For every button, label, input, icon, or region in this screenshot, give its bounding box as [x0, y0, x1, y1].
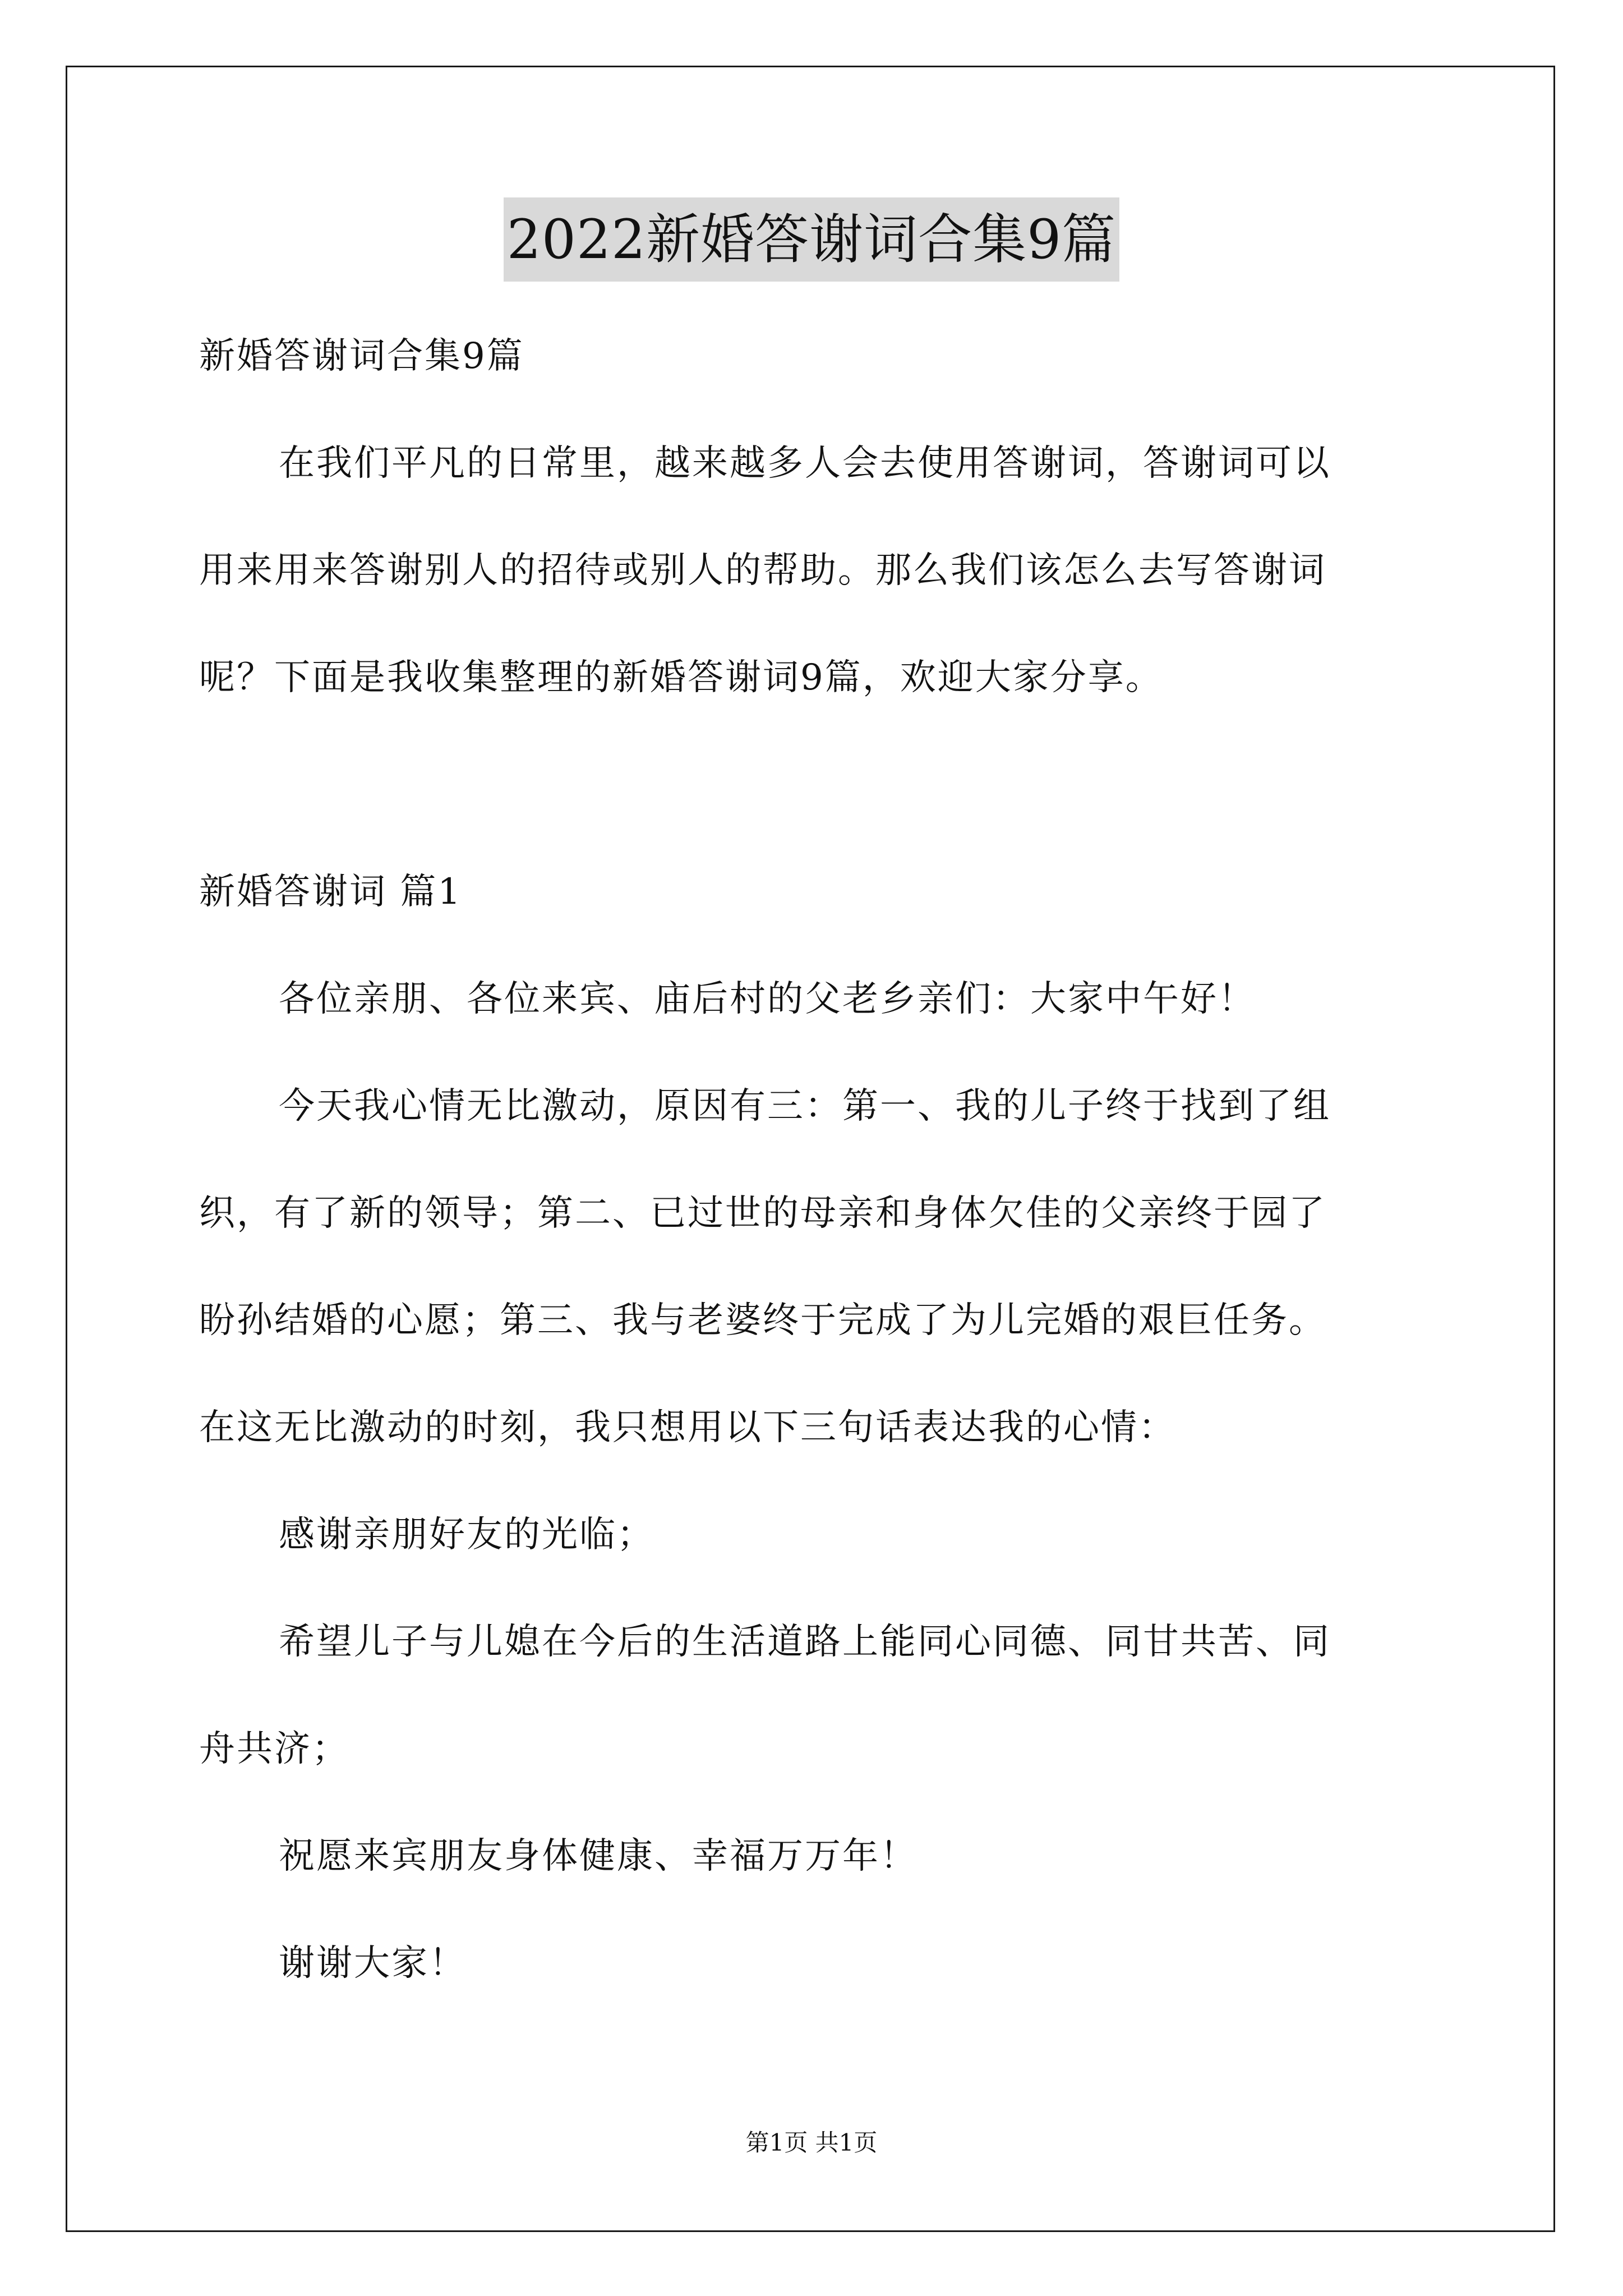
- document-body: [199, 303, 1433, 2017]
- body-line: 今天我心情无比激动，原因有三：第一、我的儿子终于找到了组: [279, 1085, 1331, 1127]
- intro-line: 呢？下面是我收集整理的新婚答谢词9篇，欢迎大家分享。: [199, 657, 1163, 698]
- section-heading: 新婚答谢词 篇1: [199, 871, 463, 913]
- body-line: 感谢亲朋好友的光临；: [279, 1514, 654, 1556]
- body-line: 盼孙结婚的心愿；第三、我与老婆终于完成了为儿完婚的艰巨任务。: [199, 1300, 1326, 1341]
- body-line: 在这无比激动的时刻，我只想用以下三句话表达我的心情：: [199, 1407, 1176, 1448]
- document-title: 2022新婚答谢词合集9篇: [504, 197, 1119, 282]
- blank-spacer: [199, 731, 1433, 839]
- body-line: 织，有了新的领导；第二、已过世的母亲和身体欠佳的父亲终于园了: [199, 1193, 1326, 1234]
- body-line: 谢谢大家！: [279, 1943, 467, 1984]
- body-line: 各位亲朋、各位来宾、庙后村的父老乡亲们：大家中午好！: [279, 978, 1256, 1020]
- body-line: 祝愿来宾朋友身体健康、幸福万万年！: [279, 1835, 917, 1877]
- page-footer: 第1页 共1页: [745, 2129, 878, 2156]
- intro-line: 在我们平凡的日常里，越来越多人会去使用答谢词，答谢词可以: [279, 443, 1331, 484]
- title-container: [0, 197, 1623, 282]
- body-line: 希望儿子与儿媳在今后的生活道路上能同心同德、同甘共苦、同: [279, 1621, 1331, 1663]
- document-subtitle: 新婚答谢词合集9篇: [199, 335, 524, 377]
- intro-line: 用来用来答谢别人的招待或别人的帮助。那么我们该怎么去写答谢词: [199, 550, 1326, 591]
- body-line: 舟共济；: [199, 1728, 349, 1770]
